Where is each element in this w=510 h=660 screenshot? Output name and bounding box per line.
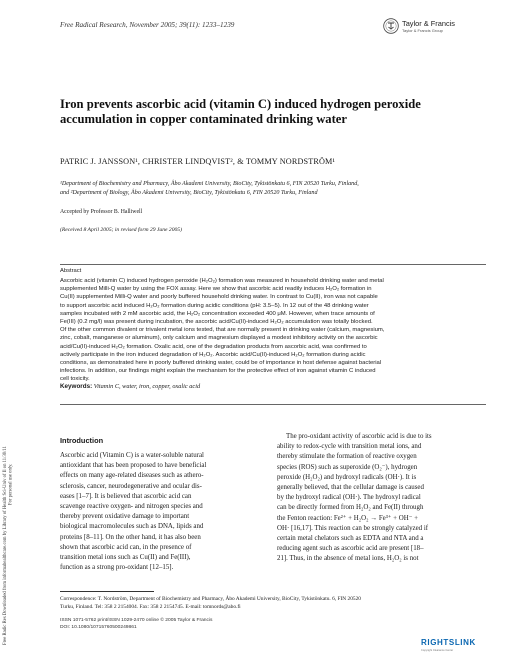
- received-dates: (Received 8 April 2005; in revised form 29 June 2005): [60, 227, 182, 233]
- taylor-francis-logo-icon: [383, 18, 399, 34]
- intro-left-line: proteins [8–11]. On the other hand, it has also been: [60, 533, 201, 541]
- intro-left-line: effects on many age-related diseases such as athero-: [60, 472, 204, 480]
- correspondence-note: [60, 596, 485, 611]
- introduction-heading: Introduction: [60, 436, 104, 445]
- abstract-line: actively participate in the iron induced degradation of H₂O₂. Ascorbic acid/Cu(II)-induced H₂O₂ formation during acidic: [60, 351, 366, 358]
- abstract-line: samples incubated with 2 mM ascorbic acid, the H₂O₂ concentration exceeded 400 μM. However, when trace amounts of: [60, 310, 375, 317]
- abstract-line: infections. In addition, our findings might explain the mechanism for the protective effect of iron against vitamin C induced: [60, 368, 376, 375]
- intro-right-line: certain metal chelators such as EDTA and NTA and a: [277, 535, 424, 542]
- intro-left-line: Ascorbic acid (Vitamin C) is a water-soluble natural: [60, 452, 204, 459]
- abstract-line: supplemented Milli-Q water by using the FOX assay. Here we show that ascorbic acid readily induces H₂O₂ formation in: [60, 286, 372, 293]
- abstract-line: Cu(II) supplemented Milli-Q water and poorly buffered household drinking water. In contrast to Cu(II), iron was not capable: [60, 294, 378, 301]
- abstract-section: [60, 264, 486, 416]
- correspondence-line-2: Turku, Finland. Tel: 358 2 2154004. Fax: 358 2 2154745. E-mail: tomnords@abo.fi: [60, 603, 241, 610]
- abstract-heading: Abstract: [60, 268, 82, 274]
- keywords-text: Vitamin C, water, iron, copper, oxalic acid: [93, 383, 201, 390]
- abstract-line: zinc, cobalt, manganese or aluminum), only calcium and magnesium displayed a modest inhibitory activity on the ascorbic: [60, 335, 378, 342]
- abstract-line: acid/Cu(II)-induced H₂O₂ formation. Oxalic acid, one of the degradation products from ascorbic acid, was confirmed to: [60, 343, 367, 350]
- abstract-line: Of the other common divalent or trivalent metal ions tested, that are normally present in drinking water (calcium, magnesium,: [60, 327, 385, 334]
- intro-right-line: 21]. Thus, in the absence of metal ions, H₂O₂ is not: [277, 555, 419, 563]
- footnote-rule: [60, 591, 154, 592]
- intro-right-line: reducing agent such as ascorbic acid are present [18–: [277, 545, 424, 553]
- title-line-2: accumulation in copper contaminated drinking water: [60, 111, 347, 126]
- intro-left-line: biological macromolecules such as DNA, lipids and: [60, 523, 204, 531]
- intro-left-line: thereby prevent oxidative damage to important: [60, 513, 190, 521]
- article-title: [60, 97, 450, 126]
- intro-right-line: the Fenton reaction: Fe²⁺ + H₂O₂ → Fe³⁺ + OH⁻ +: [277, 514, 418, 522]
- download-note-line1: Free Radic Res Downloaded from informahealthcare.com by Library of Health Sci-Univ of Il on 11/30/11: [3, 446, 8, 645]
- intro-left-line: eases [1–7]. It is believed that ascorbic acid can: [60, 492, 192, 500]
- publisher-name: Taylor & Francis: [402, 19, 455, 28]
- intro-right-line: OH· [16,17]. This reaction can be strongly catalyzed if: [277, 524, 429, 532]
- accepted-by: Accepted by Professor B. Halliwell: [60, 209, 143, 215]
- intro-left-line: function as a strong pro-oxidant [12–15].: [60, 564, 174, 572]
- intro-right-line: peroxide (H₂O₂) and hydroxyl radicals (OH·). It is: [277, 473, 417, 481]
- rightslink-subtitle: Copyright Clearance Center: [421, 649, 454, 652]
- keywords-bottom-rule: [60, 404, 486, 405]
- rightslink-logo[interactable]: RIGHTSLINK: [421, 638, 476, 647]
- abstract-top-rule: [60, 264, 486, 265]
- correspondence-line-1: Correspondence: T. Nordström, Department of Biochemistry and Pharmacy, Åbo Akademi University, BioCity, Tykistönkatu. 6, FIN 20520: [60, 596, 362, 602]
- affiliations: [60, 180, 485, 197]
- intro-left-line: antioxidant that has been proposed to have beneficial: [60, 462, 207, 470]
- abstract-line: cell toxicity.: [60, 376, 90, 383]
- intro-right-line: can be directly formed from H₂O₂ and Fe(II) through: [277, 504, 424, 512]
- intro-right-line: ability to redox-cycle with transition metal ions, and: [277, 443, 422, 451]
- intro-right-line: generally believed, that the cellular damage is caused: [277, 484, 424, 491]
- affiliation-line-2: and ²Department of Biology, Åbo Akademi University, BioCity, Tykistönkatu 6, FIN 20520 Turku, Finland: [60, 189, 318, 196]
- intro-left-line: scavenge reactive oxygen- and nitrogen species and: [60, 503, 203, 510]
- publisher-group: Taylor & Francis Group: [402, 28, 443, 33]
- author-list: PATRIC J. JANSSON¹, CHRISTER LINDQVIST², & TOMMY NORDSTRÖM¹: [60, 157, 336, 166]
- intro-left-line: transition metal ions such as Cu(II) and Fe(III),: [60, 554, 191, 561]
- keywords: [60, 383, 200, 390]
- abstract-line: Fe(III) (0.2 mg/l) was present during incubation, the ascorbic acid/Cu(II)-induced H₂O₂ accumulation was totally blocked.: [60, 319, 373, 325]
- abstract-line: Ascorbic acid (vitamin C) induced hydrogen peroxide (H₂O₂) formation was measured in household drinking water and metal: [60, 278, 384, 284]
- abstract-line: to support ascorbic acid induced H₂O₂ formation during acidic conditions (pH: 3.5–5). In 12 out of the 48 drinking water: [60, 302, 369, 309]
- download-watermark: [2, 175, 12, 645]
- title-line-1: Iron prevents ascorbic acid (vitamin C) induced hydrogen peroxide: [60, 97, 421, 111]
- intro-right-line: thereby stimulate the formation of reactive oxygen: [277, 453, 417, 461]
- doi-line: DOI: 10.1080/10715760500249861: [60, 625, 137, 630]
- intro-right-line: by the hydroxyl radical (OH·). The hydroxyl radical: [277, 494, 421, 502]
- intro-right-line: The pro-oxidant activity of ascorbic acid is due to its: [286, 433, 432, 440]
- abstract-line: conditions, as demonstrated here in poorly buffered drinking water, could be of importance in host defense against bacterial: [60, 360, 382, 366]
- keywords-label: Keywords:: [60, 383, 93, 390]
- affiliation-line-1: ¹Department of Biochemistry and Pharmacy, Åbo Akademi University, BioCity, Tykistönkatu 6, FIN 20520 Turku, Finland,: [60, 181, 359, 187]
- journal-citation: Free Radical Research, November 2005; 39(11): 1233–1239: [60, 21, 235, 29]
- publisher-logo[interactable]: [383, 17, 478, 35]
- issn-line: ISSN 1071-5762 print/ISSN 1029-2470 online © 2005 Taylor & Francis: [60, 618, 213, 623]
- intro-left-line: shown that ascorbic acid can, in the presence of: [60, 543, 192, 551]
- intro-right-line: species (ROS) such as superoxide (O₂⁻), hydrogen: [277, 463, 418, 471]
- download-note-line2: For personal use only.: [8, 463, 14, 505]
- intro-left-line: sclerosis, cancer, neurodegenerative and ocular dis-: [60, 482, 202, 490]
- issn-doi: [60, 617, 485, 631]
